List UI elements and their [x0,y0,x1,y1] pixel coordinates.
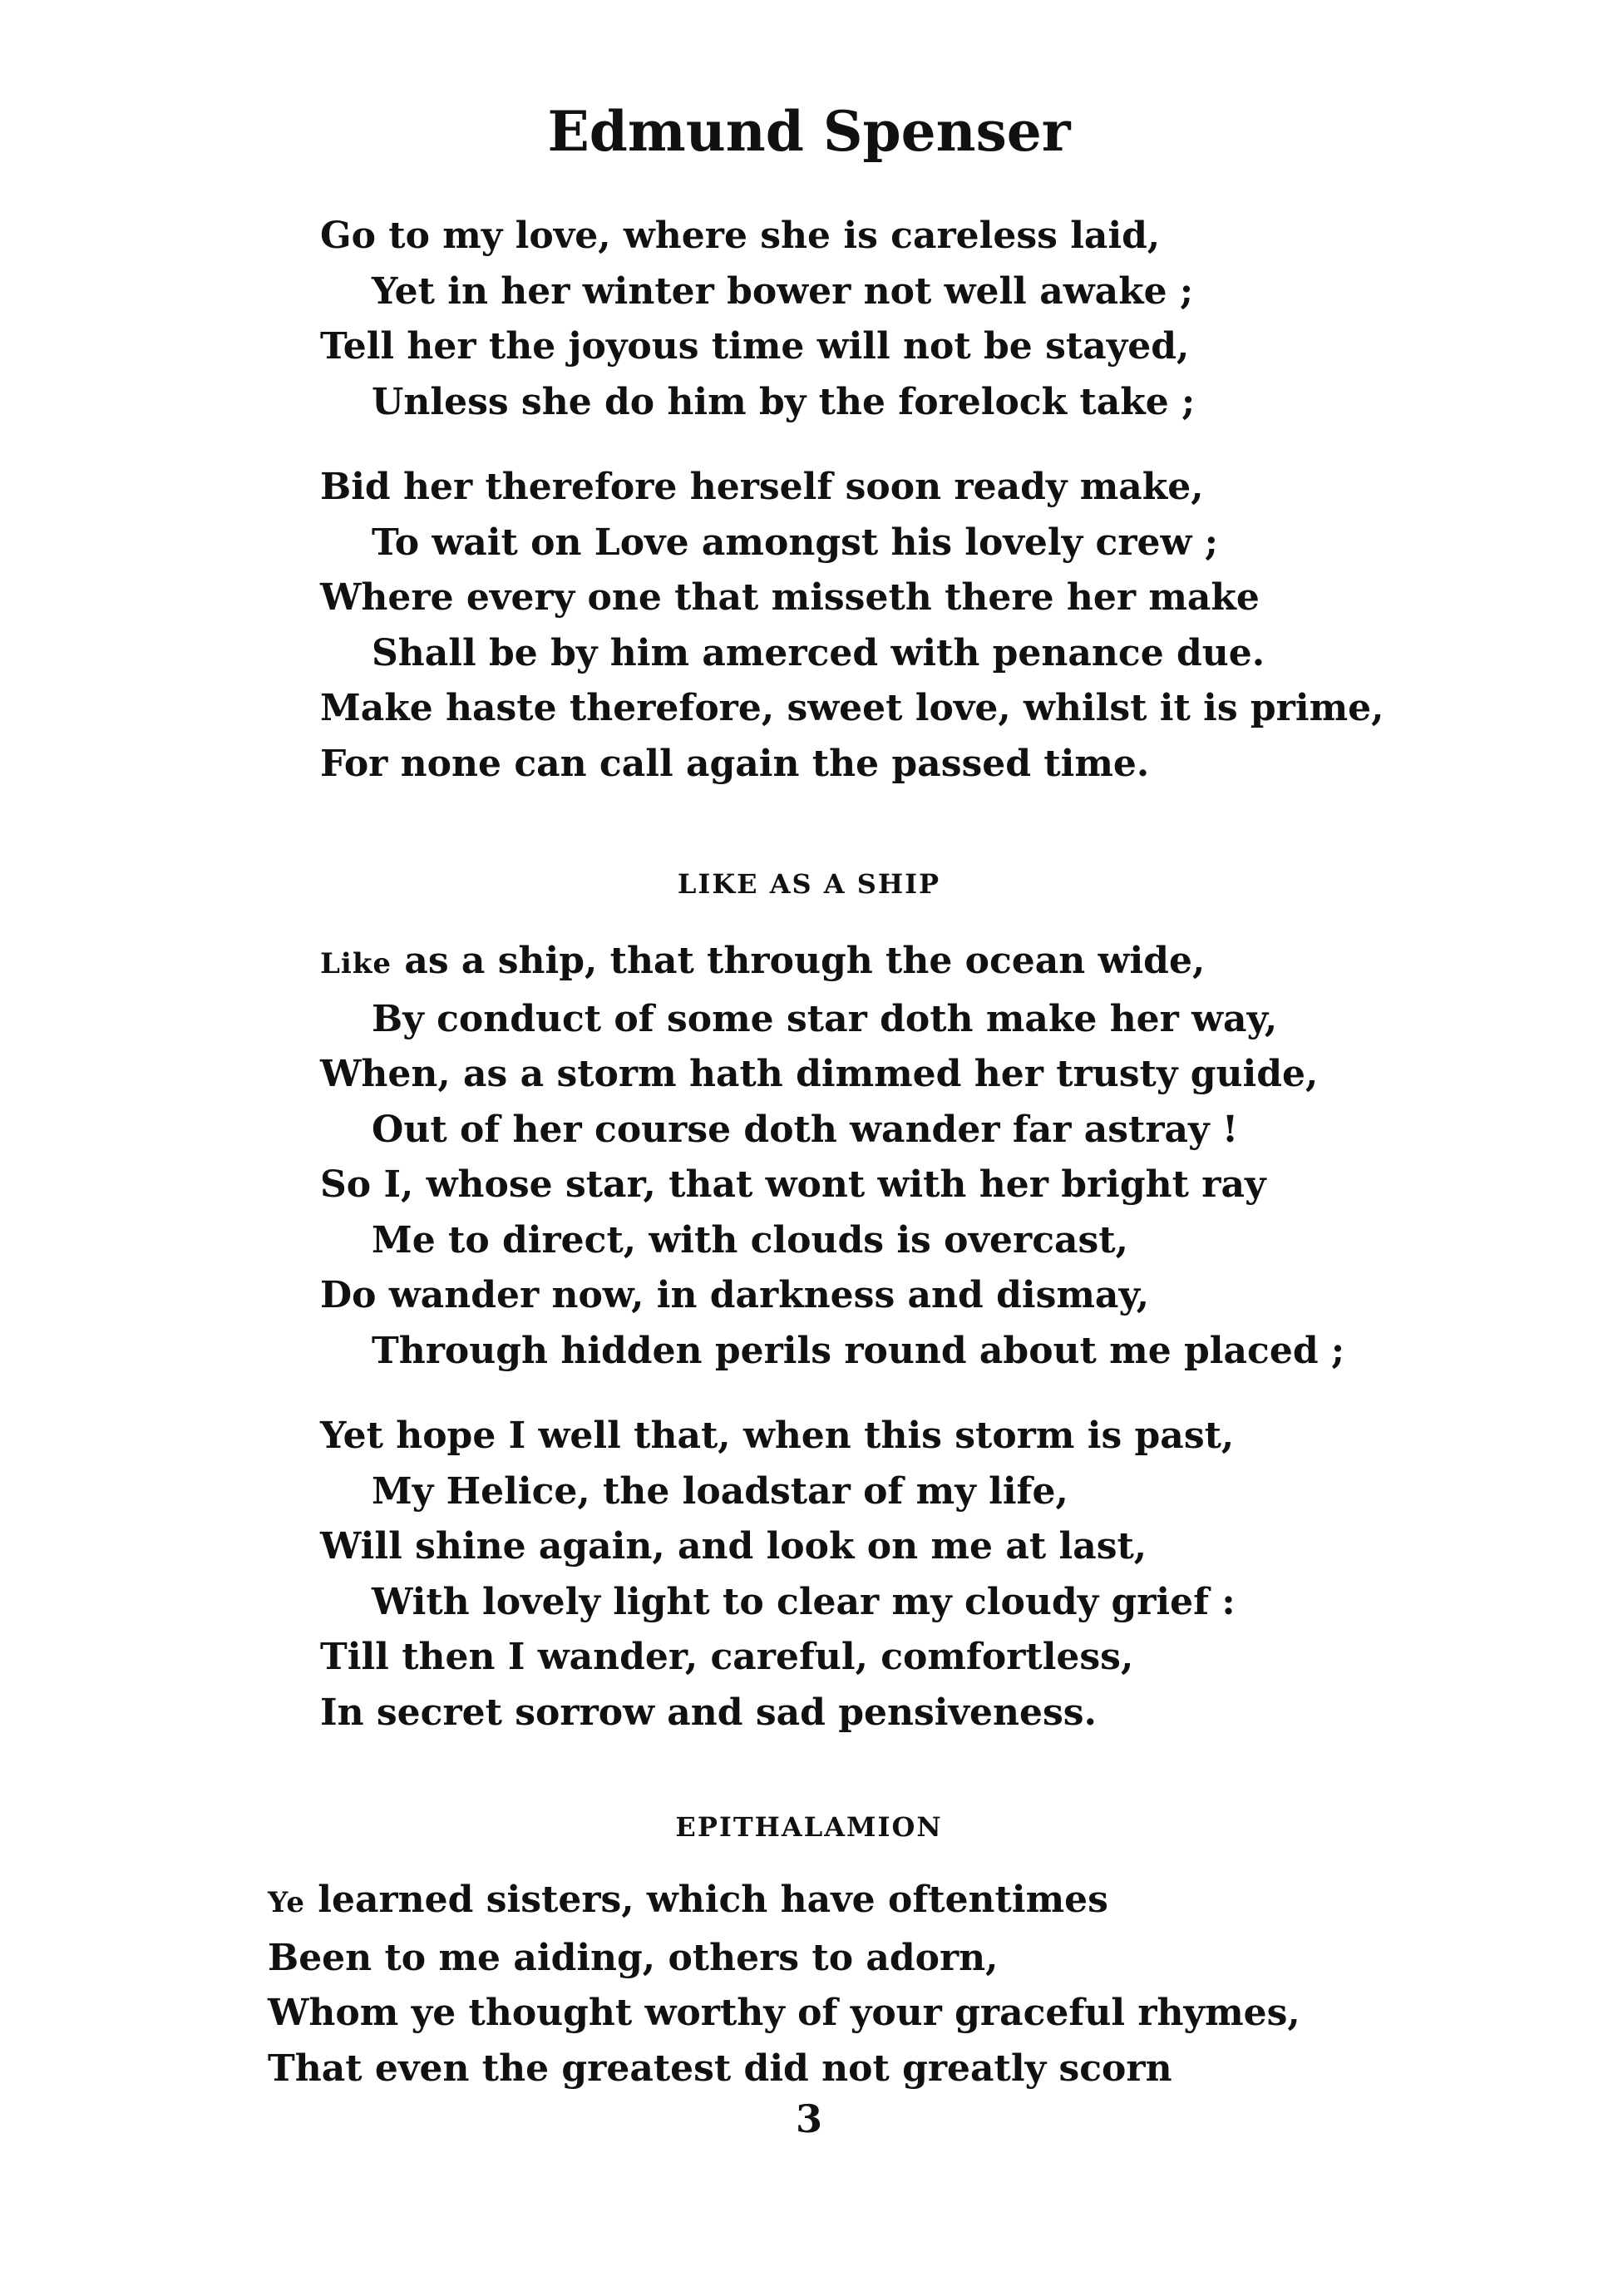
verse-line: That even the greatest did not greatly scorn [268,2047,1172,2090]
poem-title-like-as-a-ship: LIKE AS A SHIP [677,868,941,900]
poem-like-as-a-ship [320,934,1344,1741]
verse-line: In secret sorrow and sad pensiveness. [320,1691,1097,1734]
verse-line: Go to my love, where she is careless laid, [320,215,1161,257]
verse-line: Make haste therefore, sweet love, whilst it is prime, [320,687,1384,729]
verse-line [268,1873,1300,1931]
verse-line: Tell her the joyous time will not be stayed, [320,325,1190,368]
poem-epithalamion [268,1873,1300,2096]
verse-line: Yet hope I well that, when this storm is past, [320,1415,1235,1457]
page-number: 3 [795,2096,822,2141]
verse-line: By conduct of some star doth make her way, [372,997,1278,1040]
smallcaps-first-word: Like [320,947,392,980]
verse-line: So I, whose star, that wont with her bright ray [320,1163,1266,1206]
verse-line: Where every one that misseth there her make [320,576,1260,619]
verse-line: Shall be by him amerced with penance due. [372,631,1265,674]
stanza-break [320,430,1384,460]
verse-line [320,934,1344,992]
verse-line: For none can call again the passed time. [320,742,1150,785]
smallcaps-first-word: Ye [268,1886,305,1919]
verse-line: Through hidden perils round about me placed ; [372,1329,1345,1372]
verse-line: With lovely light to clear my cloudy grief : [372,1580,1236,1623]
verse-line: To wait on Love amongst his lovely crew ; [372,521,1218,564]
verse-line: Bid her therefore herself soon ready make, [320,466,1204,508]
verse-line: Yet in her winter bower not well awake ; [372,269,1194,313]
poem-go-to-my-love [320,209,1384,792]
verse-line: Been to me aiding, others to adorn, [268,1936,999,1979]
poem-title-epithalamion: EPITHALAMION [675,1811,943,1843]
first-line-text: learned sisters, which have oftentimes [304,1879,1108,1921]
first-line-text: as a ship, that through the ocean wide, [392,940,1206,982]
verse-line: My Helice, the loadstar of my life, [372,1469,1068,1513]
verse-line: Unless she do him by the forelock take ; [372,380,1196,423]
verse-line: When, as a storm hath dimmed her trusty guide, [320,1053,1319,1095]
verse-line: Will shine again, and look on me at last, [320,1525,1147,1568]
verse-line: Whom ye thought worthy of your graceful rhymes, [268,1992,1300,2034]
verse-line: Do wander now, in darkness and dismay, [320,1274,1150,1316]
verse-line: Out of her course doth wander far astray ! [372,1108,1239,1151]
author-heading: Edmund Spenser [547,99,1071,164]
verse-line: Me to direct, with clouds is overcast, [372,1218,1128,1262]
stanza-break [320,1379,1344,1409]
verse-line: Till then I wander, careful, comfortless, [320,1636,1134,1678]
